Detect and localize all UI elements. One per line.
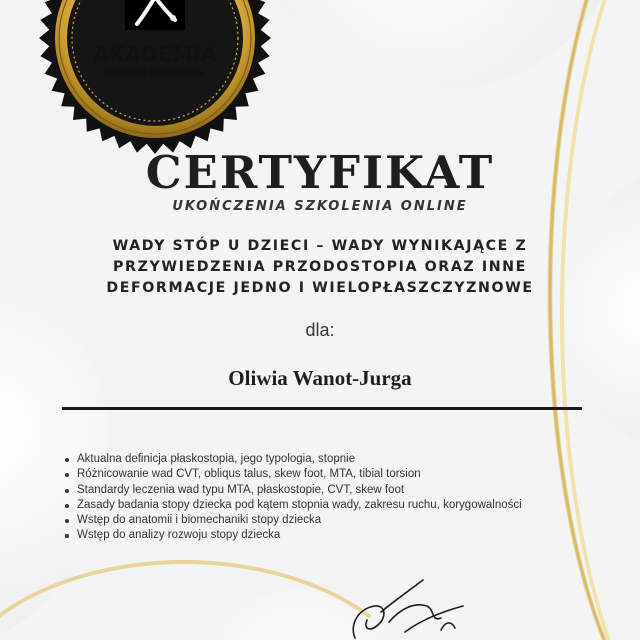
badge-seal-icon — [37, 0, 273, 156]
topics-list — [64, 452, 564, 544]
badge-tagline: Globalnej Terapii Stopy — [106, 68, 204, 77]
list-item: Wstęp do anatomii i biomechaniki stopy dziecka — [64, 513, 564, 528]
list-item: Wstęp do analizy rozwoju stopy dziecka — [64, 528, 564, 543]
course-title-line: DEFORMACJE JEDNO I WIELOPŁASZCZYZNOWE — [106, 280, 534, 296]
foot-logo-icon — [125, 0, 185, 30]
certificate-subtitle: UKOŃCZENIA SZKOLENIA ONLINE — [172, 199, 468, 214]
list-item: Standardy leczenia wad typu MTA, płaskostopie, CVT, skew foot — [64, 483, 564, 498]
course-title-line: PRZYWIEDZENIA PRZODOSTOPIA ORAZ INNE — [113, 259, 527, 275]
course-title-line: WADY STÓP U DZIECI – WADY WYNIKAJĄCE Z — [112, 238, 528, 254]
divider — [62, 407, 582, 410]
list-item: Aktualna definicja płaskostopia, jego typologia, stopnie — [64, 452, 564, 467]
academy-badge — [37, 0, 273, 156]
for-label: dla: — [305, 320, 335, 340]
badge-name: AKADEMIA — [93, 42, 217, 66]
signature-icon — [345, 572, 475, 640]
course-title — [40, 236, 600, 299]
certificate-title: CERTYFIKAT — [145, 146, 495, 199]
recipient-name: Oliwia Wanot-Jurga — [228, 366, 412, 390]
list-item: Różnicowanie wad CVT, obliqus talus, skew foot, MTA, tibial torsion — [64, 467, 564, 482]
list-item: Zasady badania stopy dziecka pod kątem stopnia wady, zakresu ruchu, korygowalności — [64, 498, 564, 513]
